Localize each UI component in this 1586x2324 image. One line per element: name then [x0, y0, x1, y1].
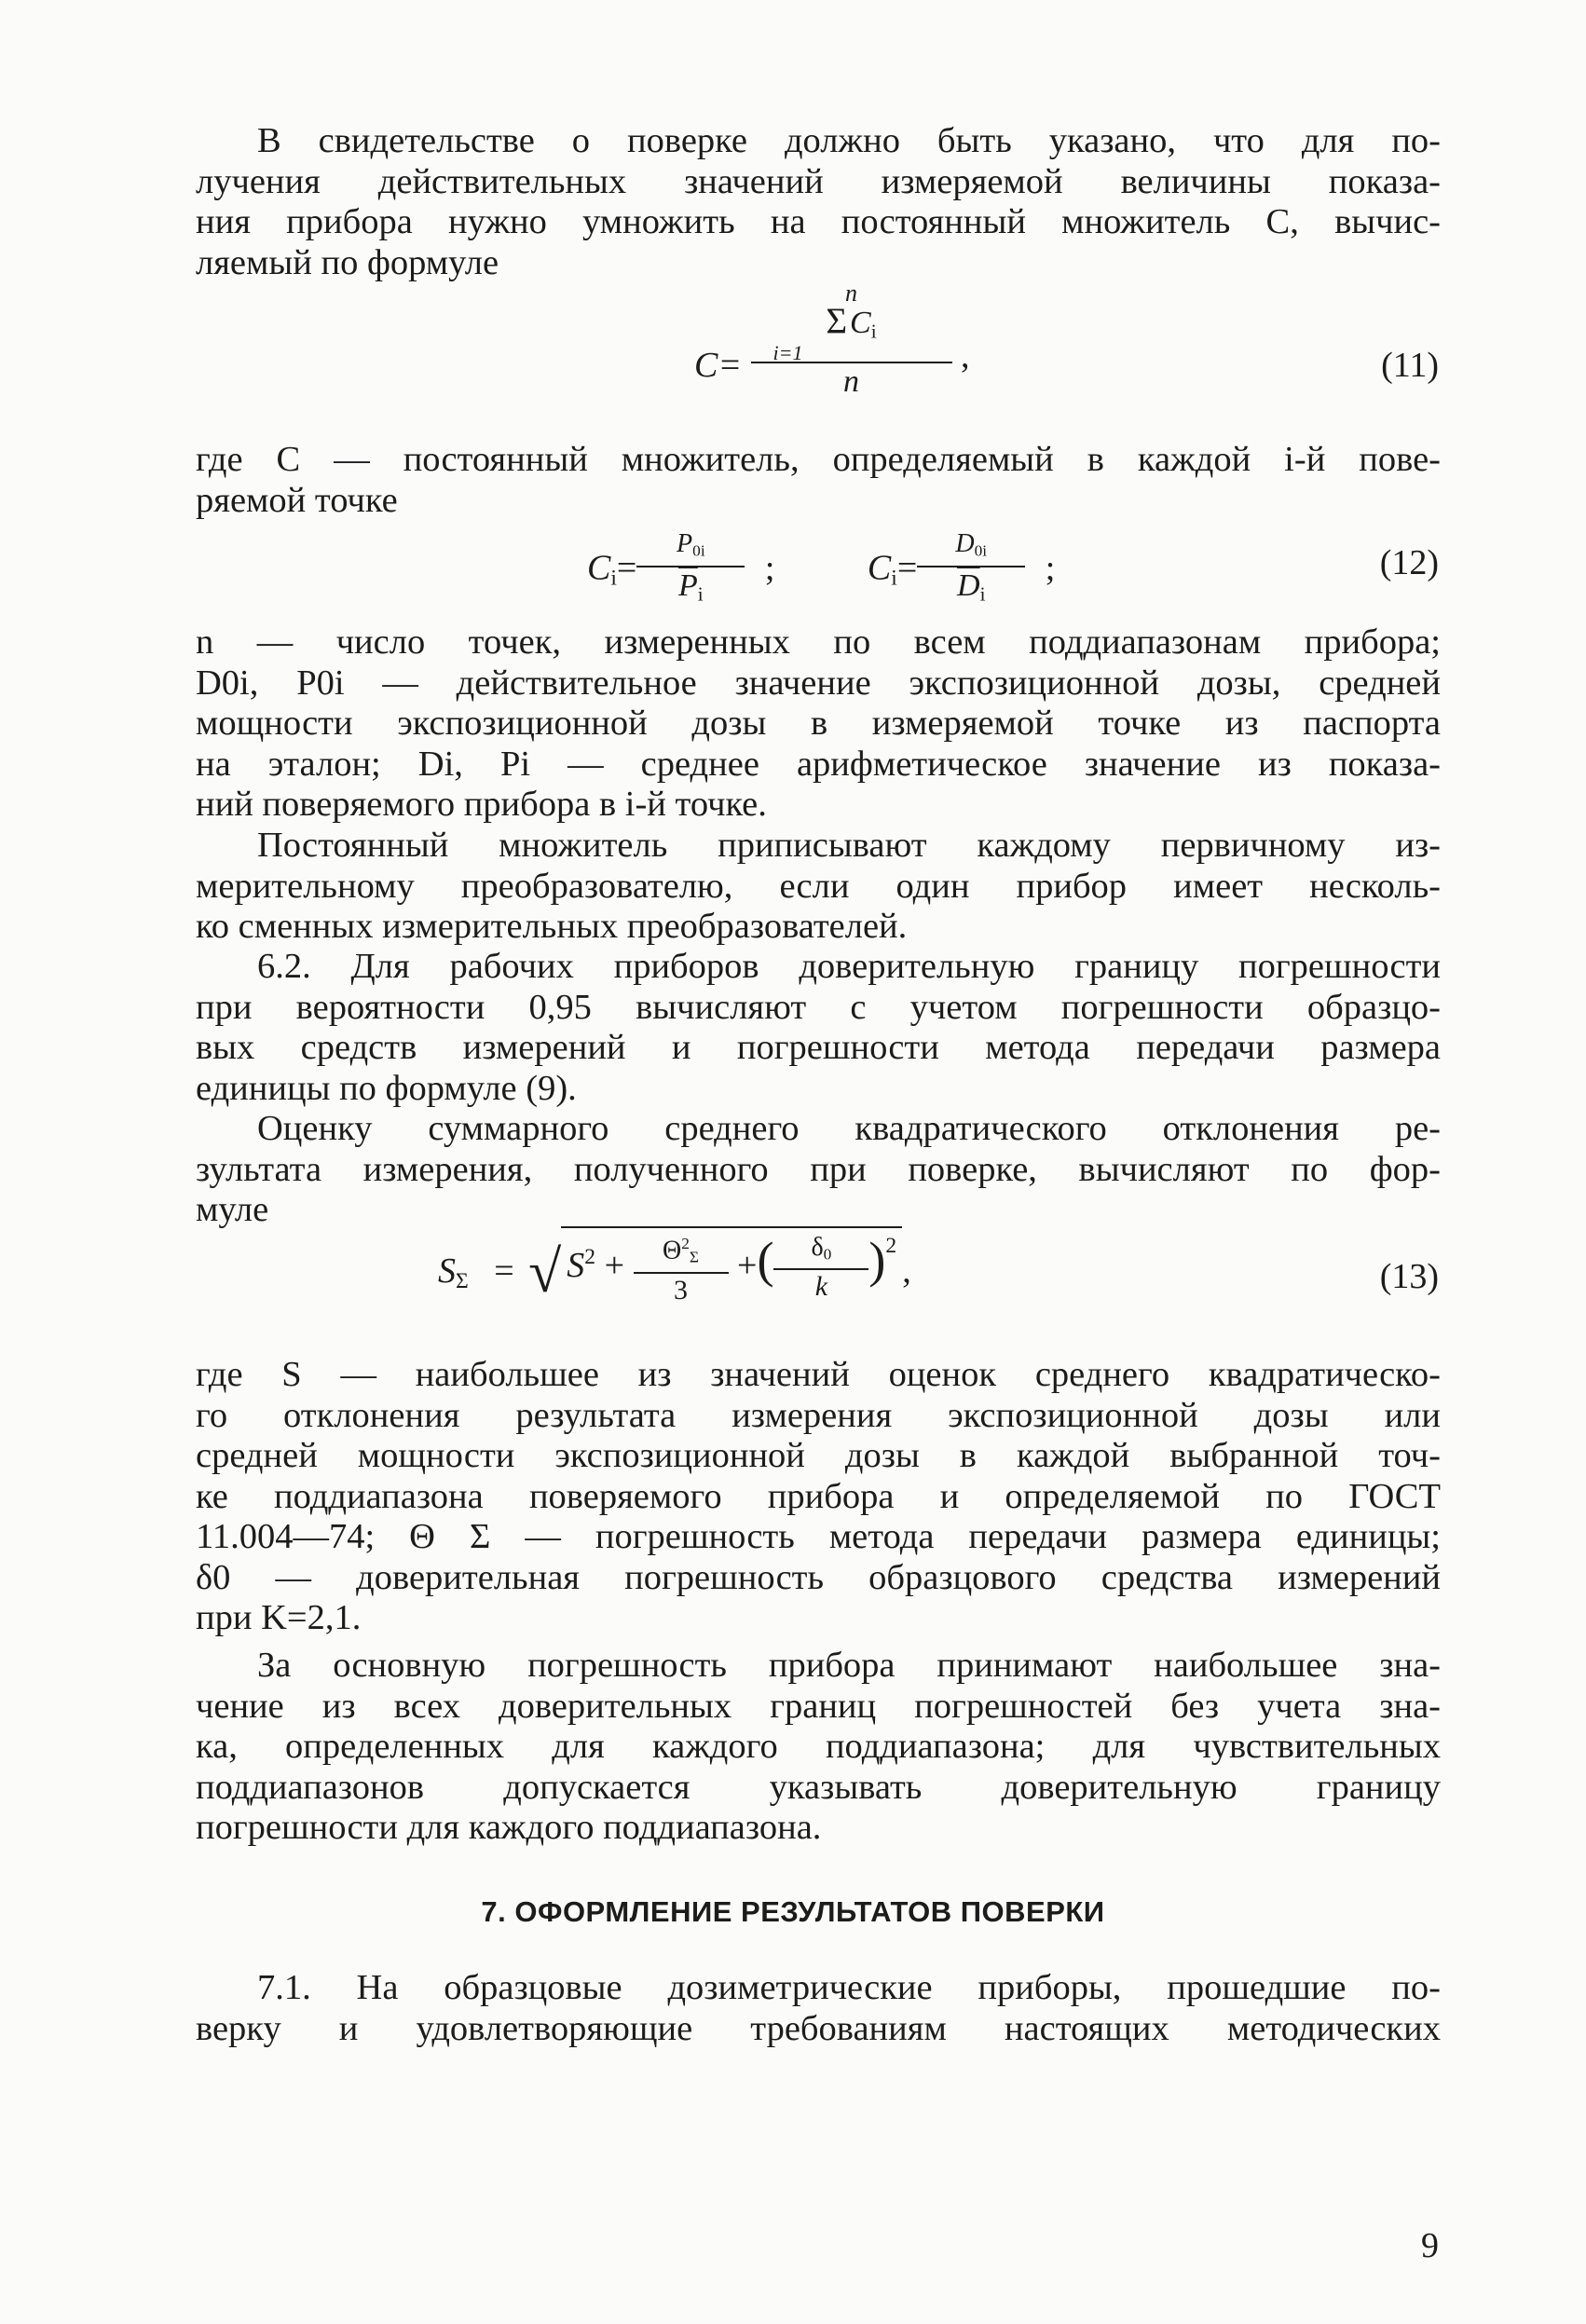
plus-sign: + [737, 1246, 758, 1285]
formula-12: $C_i=$ $\frac{P_{0i}}{\overline{P}_i}$ ; $C_i=$ $\frac{D_{0i}}{\overline{D}_i}$ ; [587, 529, 1055, 613]
lhs-subscript: Σ [456, 1268, 469, 1293]
outer-exponent: 2 [885, 1233, 897, 1258]
numerator-subscript: 0i [692, 541, 705, 560]
page-number: 9 [1421, 2226, 1439, 2265]
fraction-p [636, 529, 745, 613]
separator: ; [764, 548, 775, 588]
denominator: $\overline{D}$ [957, 568, 980, 604]
formula-comma: , [961, 335, 970, 376]
theta-symbol: Θ [662, 1236, 682, 1265]
text-line: муле [196, 1190, 269, 1229]
subscript: i [610, 566, 617, 591]
text-line: ния прибора нужно умножить на постоянный множитель C, вычис- [196, 202, 1441, 241]
numerator: P [677, 529, 693, 558]
text-line: верку и удовлетворяющие требованиям настоящих методических [196, 2008, 1441, 2048]
formula-13 [438, 1228, 911, 1313]
paragraph-6-2 [196, 947, 1441, 1109]
delta-subscript: 0 [823, 1244, 832, 1263]
denominator-subscript: i [697, 582, 704, 606]
theta-denominator: 3 [674, 1274, 688, 1306]
text-line: 7.1. На образцовые дозиметрические приборы, прошедшие по- [257, 1968, 1441, 2007]
theta-subscript: Σ [689, 1248, 700, 1266]
sum-term: C [850, 306, 871, 340]
text-line: го отклонения результата измерения экспозиционной дозы или [196, 1395, 1441, 1435]
paragraph-where-s [196, 1355, 1441, 1639]
equation-number-13: (13) [1379, 1257, 1439, 1296]
text-line: где S — наибольшее из значений оценок среднего квадратическо- [196, 1355, 1441, 1394]
text-line: мерительному преобразователю, если один прибор имеет несколь- [196, 866, 1441, 906]
text-line: чение из всех доверительных границ погрешностей без учета зна- [196, 1686, 1441, 1726]
delta-fraction [773, 1234, 868, 1304]
text-line: В свидетельстве о поверке должно быть указано, что для по- [257, 121, 1441, 160]
sum-lower-limit: i=1 [772, 341, 803, 365]
text-line: 11.004—74; Θ Σ — погрешность метода передачи размера единицы; [196, 1517, 1441, 1556]
equation-number-11: (11) [1381, 346, 1439, 385]
formula-b-lhs: C [867, 548, 892, 588]
equation-number-12: (12) [1379, 543, 1439, 582]
formula-lhs: S [438, 1251, 456, 1291]
text-line: лучения действительных значений измеряемой величины показа- [196, 161, 1441, 201]
text-line: вых средств измерений и погрешности метода передачи размера [196, 1028, 1441, 1067]
text-line: За основную погрешность прибора принимают наибольшее зна- [257, 1646, 1441, 1685]
text-line: поддиапазонов допускается указывать доверительную границу [196, 1767, 1441, 1807]
text-line: ляемый по формуле [196, 242, 499, 282]
s-exponent: 2 [584, 1244, 596, 1269]
text-line: зультата измерения, полученного при поверке, вычисляют по фор- [196, 1149, 1441, 1189]
text-line: ний поверяемого прибора в i-й точке. [196, 785, 767, 824]
paragraph-7-1 [196, 1968, 1441, 2049]
paragraph-certificate [196, 121, 1441, 283]
text-line: 6.2. Для рабочих приборов доверительную границу погрешности [257, 947, 1441, 986]
text-line: средней мощности экспозиционной дозы в каждой выбранной точ- [196, 1436, 1441, 1475]
s-term: S [567, 1246, 585, 1285]
text-line: δ0 — доверительная погрешность образцового средства измерений [196, 1557, 1441, 1597]
paragraph-where-c [196, 440, 1441, 521]
fraction-d [917, 529, 1025, 613]
text-line: D0i, P0i — действительное значение экспозиционной дозы, средней [196, 663, 1441, 703]
sqrt-radicand [561, 1226, 902, 1307]
sigma-symbol: Σ [826, 301, 848, 341]
text-line: ке поддиапазона поверяемого прибора и определяемой по ГОСТ [196, 1476, 1441, 1516]
sum-term-subscript: i [870, 320, 877, 343]
paragraph-estimate [196, 1109, 1441, 1231]
numerator: D [955, 529, 975, 558]
sqrt-symbol: √ [528, 1238, 562, 1305]
formula-lhs: C= [694, 345, 742, 385]
text-line: погрешности для каждого поддиапазона. [196, 1808, 822, 1847]
equals-sign: = [494, 1251, 514, 1291]
paragraph-definitions [196, 622, 1441, 826]
sum-upper-limit: n [845, 280, 857, 307]
theta-fraction [634, 1230, 729, 1307]
numerator-subscript: 0i [974, 541, 988, 560]
formula-comma: , [902, 1251, 911, 1291]
subscript: i [891, 566, 897, 591]
text-line: мощности экспозиционной дозы в измеряемой точке из паспорта [196, 704, 1441, 743]
text-line: ка, определенных для каждого поддиапазона; для чувствительных [196, 1727, 1441, 1766]
denominator: n [843, 364, 859, 400]
plus-sign: + [604, 1246, 624, 1285]
paren-open: ( [757, 1232, 774, 1288]
text-line: Оценку суммарного среднего квадратического отклонения ре- [257, 1109, 1441, 1148]
text-line: ко сменных измерительных преобразователей. [196, 907, 908, 946]
paragraph-main-error [196, 1646, 1441, 1849]
text-line: при K=2,1. [196, 1598, 362, 1637]
fraction [751, 280, 952, 401]
denominator-subscript: i [979, 582, 986, 606]
delta-denominator: k [814, 1270, 828, 1302]
section-title: 7. ОФОРМЛЕНИЕ РЕЗУЛЬТАТОВ ПОВЕРКИ [481, 1895, 1105, 1928]
theta-exponent: 2 [681, 1234, 690, 1252]
delta-symbol: δ [811, 1232, 824, 1262]
text-line: на эталон; Di, Pi — среднее арифметическое значение из показа- [196, 744, 1441, 784]
paragraph-constant-factor [196, 826, 1441, 948]
text-line: при вероятности 0,95 вычисляют с учетом погрешности образцо- [196, 987, 1441, 1027]
text-line: n — число точек, измеренных по всем поддиапазонам прибора; [196, 622, 1441, 662]
formula-11 [694, 280, 970, 401]
paren-close: ) [868, 1232, 886, 1288]
formula-a-lhs: C [587, 548, 611, 588]
text-line: где C — постоянный множитель, определяемый в каждой i-й пове- [196, 440, 1441, 479]
denominator: $\overline{P}$ [678, 568, 698, 604]
text-line: ряемой точке [196, 480, 398, 520]
text-line: Постоянный множитель приписывают каждому первичному из- [257, 826, 1441, 865]
separator: ; [1045, 548, 1056, 588]
text-line: единицы по формуле (9). [196, 1068, 577, 1108]
